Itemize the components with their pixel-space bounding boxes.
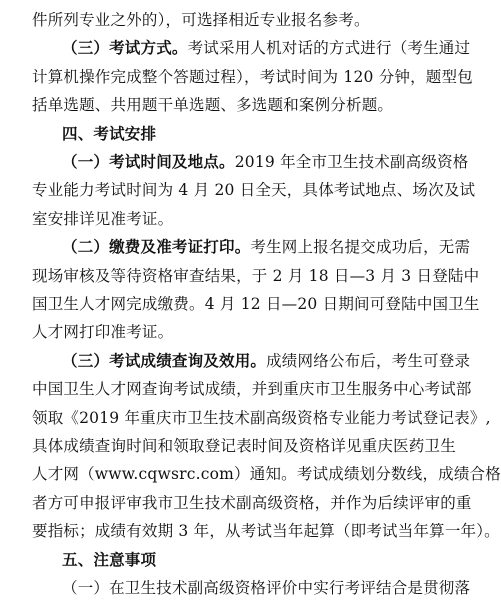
line-text: 中国卫生人才网查询考试成绩，并到重庆市卫生服务中心考试部 bbox=[32, 380, 472, 399]
section-lead: （三）考试方式。 bbox=[62, 38, 188, 58]
paragraph-line bbox=[32, 489, 472, 517]
line-text: 人才网（www.cqwsrc.com）通知。考试成绩划分数线，成绩合格 bbox=[32, 465, 501, 484]
line-text: 考生网上报名提交成功后，无需 bbox=[250, 238, 471, 257]
paragraph-line bbox=[32, 91, 452, 119]
line-text: 现场审核及等待资格审查结果，于 2 月 18 日—3 月 3 日登陆中 bbox=[32, 266, 480, 285]
paragraph-line bbox=[32, 290, 480, 318]
paragraph-line bbox=[32, 6, 452, 34]
paragraph-line bbox=[32, 63, 473, 91]
paragraph-line bbox=[32, 432, 456, 460]
paragraph-line bbox=[32, 574, 471, 602]
line-text: 室安排详见准考证。 bbox=[32, 209, 174, 228]
paragraph-line bbox=[32, 375, 472, 403]
line-text: 专业能力考试时间为 4 月 20 日全天，具体考试地点、场次及试 bbox=[32, 181, 476, 200]
paragraph-line bbox=[32, 34, 471, 62]
paragraph-line bbox=[32, 205, 452, 233]
line-text: 领取《2019 年重庆市卫生技术副高级资格专业能力考试登记表》, bbox=[32, 408, 491, 427]
paragraph-line bbox=[32, 404, 491, 432]
paragraph-line bbox=[32, 176, 476, 204]
line-text: 计算机操作完成整个答题过程），考试时间为 120 分钟，题型包 bbox=[32, 67, 473, 86]
line-text: 具体成绩查询时间和领取登记表时间及资格详见重庆医药卫生 bbox=[32, 437, 456, 455]
section-lead: （一）考试时间及地点。 bbox=[62, 152, 235, 171]
section-heading bbox=[32, 120, 452, 148]
line-text: 括单选题、共用题干单选题、多选题和案例分析题。 bbox=[32, 96, 394, 115]
paragraph-line bbox=[32, 460, 501, 488]
line-text: 国卫生人才网完成缴费。4 月 12 日—20 日期间可登陆中国卫生 bbox=[32, 295, 480, 313]
paragraph-line bbox=[32, 517, 500, 545]
section-lead: （二）缴费及准考证打印。 bbox=[62, 237, 251, 257]
line-text: 人才网打印准考证。 bbox=[32, 323, 174, 342]
paragraph-line bbox=[32, 318, 452, 346]
line-text: 成绩网络公布后，考生可登录 bbox=[266, 351, 471, 370]
line-text: 要指标；成绩有效期 3 年，从考试当年起算（即考试当年算一年）。 bbox=[32, 522, 500, 541]
section-heading bbox=[32, 546, 452, 574]
section-lead: （三）考试成绩查询及效用。 bbox=[62, 350, 267, 370]
line-text: 件所列专业之外的），可选择相近专业报名参考。 bbox=[32, 11, 370, 29]
line-text: （一）在卫生技术副高级资格评价中实行考评结合是贯彻落 bbox=[62, 579, 471, 597]
paragraph-line bbox=[32, 148, 469, 176]
heading-text: 四、考试安排 bbox=[62, 123, 157, 143]
line-text: 2019 年全市卫生技术副高级资格 bbox=[234, 153, 469, 171]
paragraph-line bbox=[32, 347, 471, 375]
line-text: 者方可申报评审我市卫生技术副高级资格，并作为后续评审的重 bbox=[32, 493, 472, 512]
heading-text: 五、注意事项 bbox=[62, 549, 157, 569]
line-text: 考试采用人机对话的方式进行（考生通过 bbox=[187, 39, 471, 58]
paragraph-line bbox=[32, 262, 480, 290]
paragraph-line bbox=[32, 233, 471, 261]
